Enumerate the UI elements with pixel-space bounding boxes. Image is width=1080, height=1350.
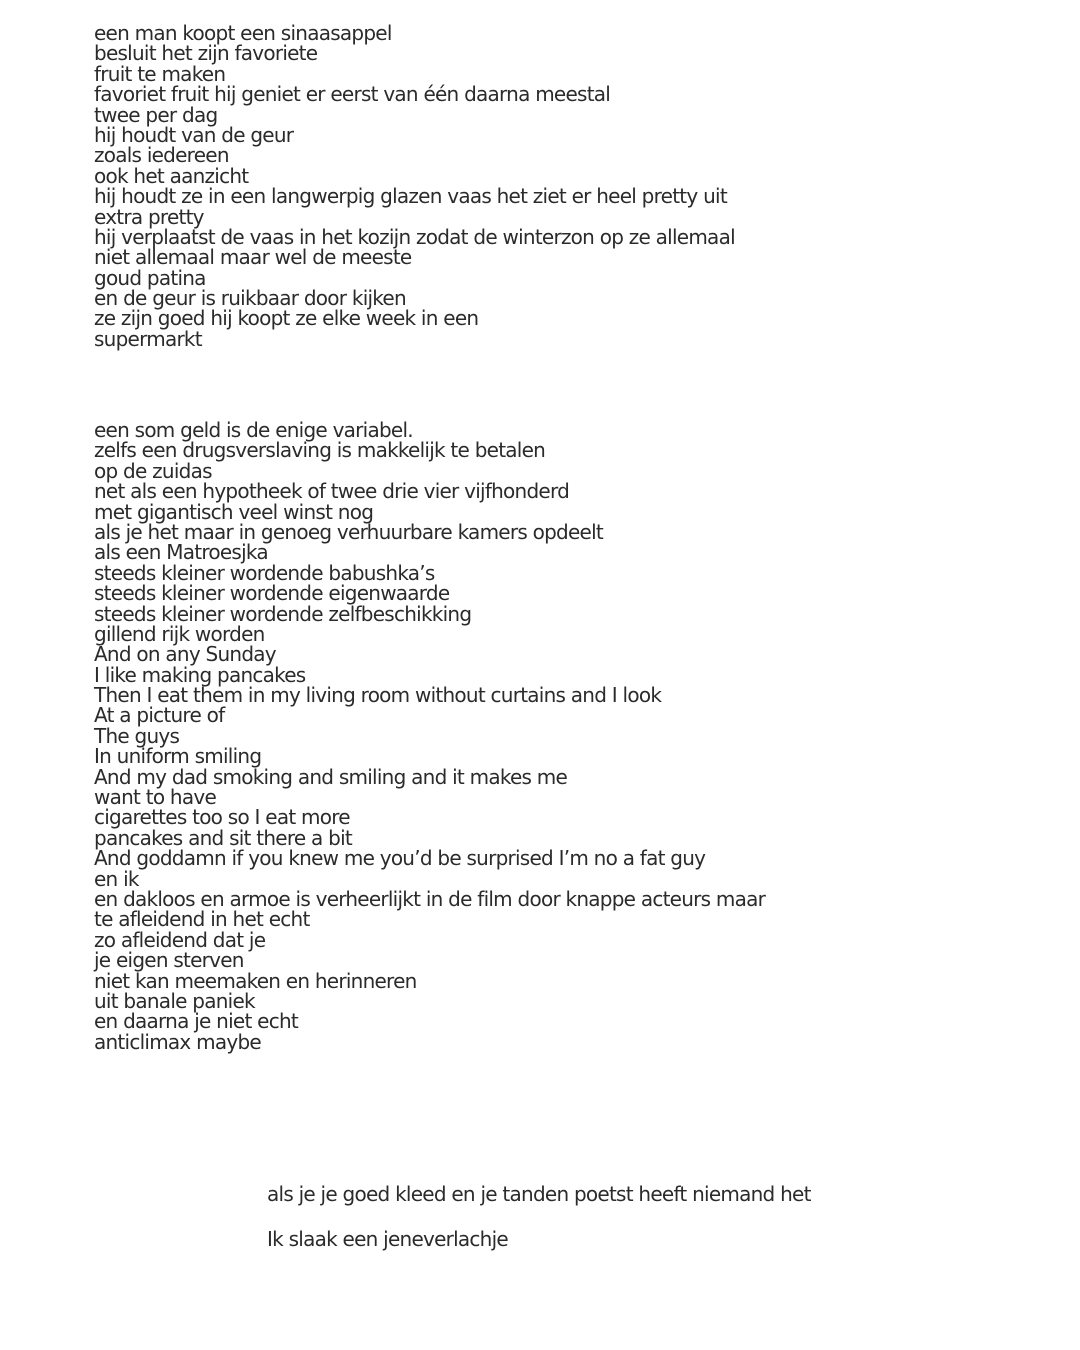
poem-line: en dakloos en armoe is verheerlijkt in de film door knappe acteurs maar (94, 886, 766, 911)
poem-line: I like making pancakes (94, 662, 306, 687)
poem-line: At a picture of (94, 703, 225, 728)
poem-line: In uniform smiling (94, 744, 262, 769)
poem-line: en de geur is ruikbaar door kijken (94, 286, 406, 311)
poem-line: besluit het zijn favoriete (94, 41, 318, 66)
poem-line: als een Matroesjka (94, 540, 268, 565)
poem-line: niet kan meemaken en herinneren (94, 968, 417, 993)
poem-line: en ik (94, 866, 139, 891)
indented-line: Ik slaak een jeneverlachje (267, 1227, 508, 1251)
poem-line: hij houdt van de geur (94, 122, 294, 147)
poem-line: extra pretty (94, 204, 204, 229)
poem-line: op de zuidas (94, 458, 212, 483)
poem-line: te afleidend in het echt (94, 907, 310, 932)
poem-line: fruit te maken (94, 61, 226, 86)
poem-line: en daarna je niet echt (94, 1009, 298, 1034)
poem-line: hij houdt ze in een langwerpig glazen vaas het ziet er heel pretty uit (94, 184, 727, 209)
poem-line: favoriet fruit hij geniet er eerst van één daarna meestal (94, 82, 611, 107)
poem-line: goud patina (94, 265, 206, 290)
poem-line: steeds kleiner wordende babushka’s (94, 560, 435, 585)
poem-line: cigarettes too so I eat more (94, 805, 350, 830)
poem-line: ze zijn goed hij koopt ze elke week in een (94, 306, 479, 331)
poem-line: steeds kleiner wordende eigenwaarde (94, 581, 450, 606)
poem-line: pancakes and sit there a bit (94, 825, 352, 850)
poem-line: je eigen sterven (94, 948, 244, 973)
indented-line: als je je goed kleed en je tanden poetst heeft niemand het (267, 1182, 811, 1206)
poem-line: The guys (94, 723, 180, 748)
poem-line: Then I eat them in my living room without curtains and I look (94, 683, 662, 708)
poem-stanza-2 (94, 420, 765, 1052)
poem-line: And on any Sunday (94, 642, 276, 667)
poem-line: want to have (94, 785, 216, 810)
poem-line: steeds kleiner wordende zelfbeschikking (94, 601, 472, 626)
poem-line: zo afleidend dat je (94, 927, 266, 952)
poem-line: uit banale paniek (94, 988, 255, 1013)
poem-line: zelfs een drugsverslaving is makkelijk te betalen (94, 438, 546, 463)
poem-line: ook het aanzicht (94, 163, 249, 188)
poem-line: een man koopt een sinaasappel (94, 21, 392, 45)
poem-line: niet allemaal maar wel de meeste (94, 245, 412, 270)
poem-line: gillend rijk worden (94, 621, 265, 646)
poem-line: anticlimax maybe (94, 1029, 261, 1054)
poem-line: supermarkt (94, 326, 202, 351)
poem-line: zoals iedereen (94, 143, 229, 168)
poem-line: een som geld is de enige variabel. (94, 418, 413, 442)
poem-line: And my dad smoking and smiling and it makes me (94, 764, 568, 789)
poem-line: And goddamn if you knew me you’d be surprised I’m no a fat guy (94, 846, 706, 871)
poem-line: twee per dag (94, 102, 218, 127)
poem-line: net als een hypotheek of twee drie vier vijfhonderd (94, 479, 570, 504)
poem-stanza-1 (94, 23, 735, 349)
poem-line: als je het maar in genoeg verhuurbare kamers opdeelt (94, 519, 603, 544)
poem-line: hij verplaatst de vaas in het kozijn zodat de winterzon op ze allemaal (94, 224, 735, 249)
poem-line: met gigantisch veel winst nog (94, 499, 374, 524)
